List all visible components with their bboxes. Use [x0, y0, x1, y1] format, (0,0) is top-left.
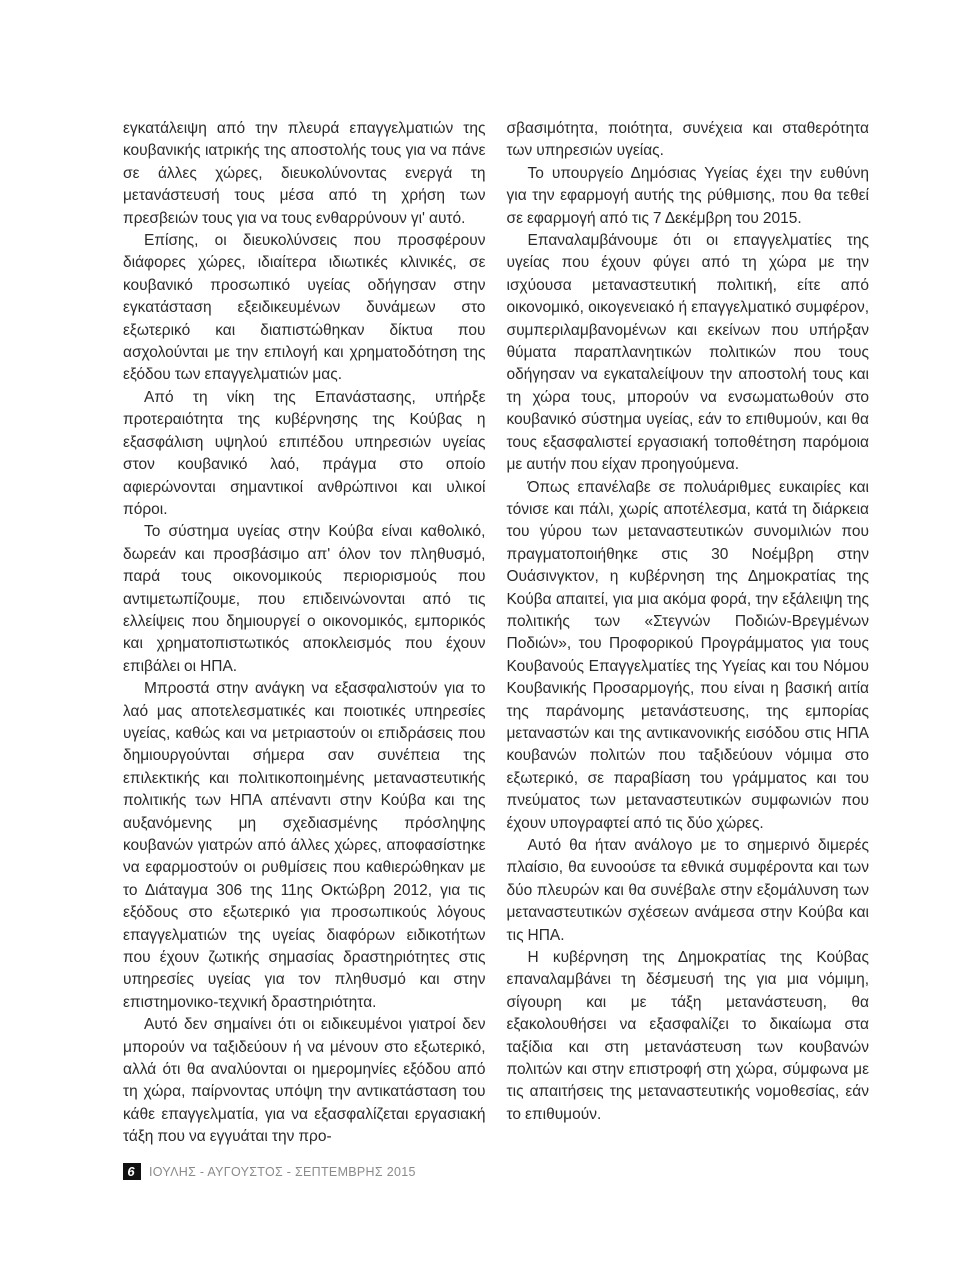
column-right [507, 118, 870, 1149]
paragraph: Επίσης, οι διευκολύνσεις που προσφέρουν διάφορες χώρες, ιδιαίτερα ιδιωτικές κλινικές, σε κουβανικό προσωπικό υγείας οδήγησαν στην εγκατάσταση εξειδικευμένων δυνάμεων στο εξωτερικό και διαπιστώθηκαν δίκτυα που ασχολούνται με την επιλογή και χρηματοδότηση της εξόδου των επαγγελματιών μας. [123, 232, 486, 384]
paragraph: Επαναλαμβάνουμε ότι οι επαγγελματίες της υγείας που έχουν φύγει από τη χώρα με την ισχύουσα μεταναστευτική πολιτική, είτε από οικονομικό, οικογενειακό ή επαγγελματικό συμφέρον, συμπεριλαμβανομένων και εκείνων που υπήρξαν θύματα παραπλανητικών πολιτικών που τους οδήγησαν να εγκαταλείψουν την αποστολή τους και τη χώρα τους, μπορούν να ενσωματωθούν στο κουβανικό σύστημα υγείας, εάν το επιθυμούν, και θα τους εξασφαλιστεί εργασιακή τοποθέτηση παρόμοια με αυτήν που είχαν προηγούμενα. [506, 232, 869, 474]
paragraph: εγκατάλειψη από την πλευρά επαγγελματιών της κουβανικής ιατρικής της αποστολής τους για να πάνε σε άλλες χώρες, διευκολύνοντας ενεργά τη μετανάστευσή τους μέσα από τη χρήση των πρεσβειών τους για να τους ενθαρρύνουν γι' αυτό. [123, 120, 486, 227]
paragraph: Το σύστημα υγείας στην Κούβα είναι καθολικό, δωρεάν και προσβάσιμο απ' όλον τον πληθυσμό, παρά τους οικονομικούς περιορισμούς που αντιμετωπίζουμε, που επιδεινώνονται από τις ελλείψεις που δημιουργεί ο οικονομικός, εμπορικός και χρηματοπιστωτικός αποκλεισμός που έχουν επιβάλει οι ΗΠΑ. [123, 523, 486, 675]
paragraph: Αυτό θα ήταν ανάλογο με το σημερινό διμερές πλαίσιο, θα ευνοούσε τα εθνικά συμφέροντα και των δύο πλευρών και θα συνέβαλε στην εξομάλυνση των μεταναστευτικών σχέσεων ανάμεσα στην Κούβα και τις ΗΠΑ. [506, 837, 869, 944]
paragraph: Το υπουργείο Δημόσιας Υγείας έχει την ευθύνη για την εφαρμογή αυτής της ρύθμισης, που θα τεθεί σε εφαρμογή από τις 7 Δεκέμβρη του 2015. [506, 164, 869, 227]
text-columns [123, 118, 869, 1149]
paragraph: Η κυβέρνηση της Δημοκρατίας της Κούβας επαναλαμβάνει τη δέσμευσή της για μια νόμιμη, σίγουρη και με τάξη μετανάστευση, θα εξακολουθήσει να εξασφαλίζει το δικαίωμα στα ταξίδια και στη μετανάστευση των κουβανών πολιτών και στην επιστροφή στη χώρα, σύμφωνα με τις απαιτήσεις της μεταναστευτικής νομοθεσίας, εάν το επιθυμούν. [506, 949, 869, 1123]
column-left [123, 118, 486, 1149]
page-number-badge: 6 [123, 1163, 141, 1180]
paragraph: Όπως επανέλαβε σε πολυάριθμες ευκαιρίες και τόνισε και πάλι, χωρίς αποτέλεσμα, κατά τη διάρκεια του γύρου των μεταναστευτικών συνομιλιών που πραγματοποιήθηκε στις 30 Νοέμβρη στην Ουάσινγκτον, η κυβέρνηση της Δημοκρατίας της Κούβα απαιτεί, για μια ακόμα φορά, την εξάλειψη της πολιτικής των «Στεγνών Ποδιών-Βρεγμένων Ποδιών», του Προφορικού Προγράμματος για τους Κουβανούς Επαγγελματίες της Υγείας και του Νόμου Κουβανικής Προσαρμογής, που είναι η βασική αιτία της παράνομης μετανάστευσης, της εμπορίας μεταναστών και της αντικανονικής εισόδου στις ΗΠΑ κουβανών πολιτών που ταξιδεύουν νόμιμα στο εξωτερικό, σε παραβίαση του γράμματος και του πνεύματος των μεταναστευτικών συμφωνιών που έχουν υπογραφτεί από τις δύο χώρες. [506, 478, 869, 832]
paragraph: σβασιμότητα, ποιότητα, συνέχεια και σταθερότητα των υπηρεσιών υγείας. [506, 120, 869, 160]
paragraph: Από τη νίκη της Επανάστασης, υπήρξε προτεραιότητα της κυβέρνησης της Κούβας η εξασφάλιση υψηλού επιπέδου υπηρεσιών υγείας στον κουβανικό λαό, πράγμα στο οποίο αφιερώνονται σημαντικοί ανθρώπινοι και υλικοί πόροι. [123, 388, 486, 518]
paragraph: Αυτό δεν σημαίνει ότι οι ειδικευμένοι γιατροί δεν μπορούν να ταξιδεύουν ή να μένουν στο εξωτερικό, αλλά ότι θα αναλύονται οι ημερομηνίες εξόδου από τη χώρα, παίρνοντας υπόψη την αντικατάσταση του κάθε επαγγελματία, για να εξασφαλίζεται εργασιακή τάξη που να εγγυάται την προ- [123, 1016, 486, 1146]
issue-date-label: ΙΟΥΛΗΣ - ΑΥΓΟΥΣΤΟΣ - ΣΕΠΤΕΜΒΡΗΣ 2015 [149, 1164, 416, 1179]
paragraph: Μπροστά στην ανάγκη να εξασφαλιστούν για το λαό μας αποτελεσματικές και ποιοτικές υπηρεσίες υγείας, καθώς και να μετριαστούν οι επιδράσεις που δημιουργούνται σήμερα σαν συνέπεια της επιλεκτικής και πολιτικοποιημένης μεταναστευτικής πολιτικής των ΗΠΑ απέναντι στην Κούβα και της αυξανόμενης μη σχεδιασμένης πρόσληψης κουβανών γιατρών από άλλες χώρες, αποφασίστηκε να εφαρμοστούν οι ρυθμίσεις που καθιερώθηκαν με το Διάταγμα 306 της 11ης Οκτώβρη 2012, για τις εξόδους στο εξωτερικό για προσωπικούς λόγους επαγγελματιών της υγείας διαφόρων ειδικοτήτων που έχουν ζωτικής σημασίας δραστηριότητες στις υπηρεσίες υγείας για τον πληθυσμό και στην επιστημονικο-τεχνική δραστηριότητα. [123, 680, 486, 1011]
page-footer [123, 1163, 416, 1180]
